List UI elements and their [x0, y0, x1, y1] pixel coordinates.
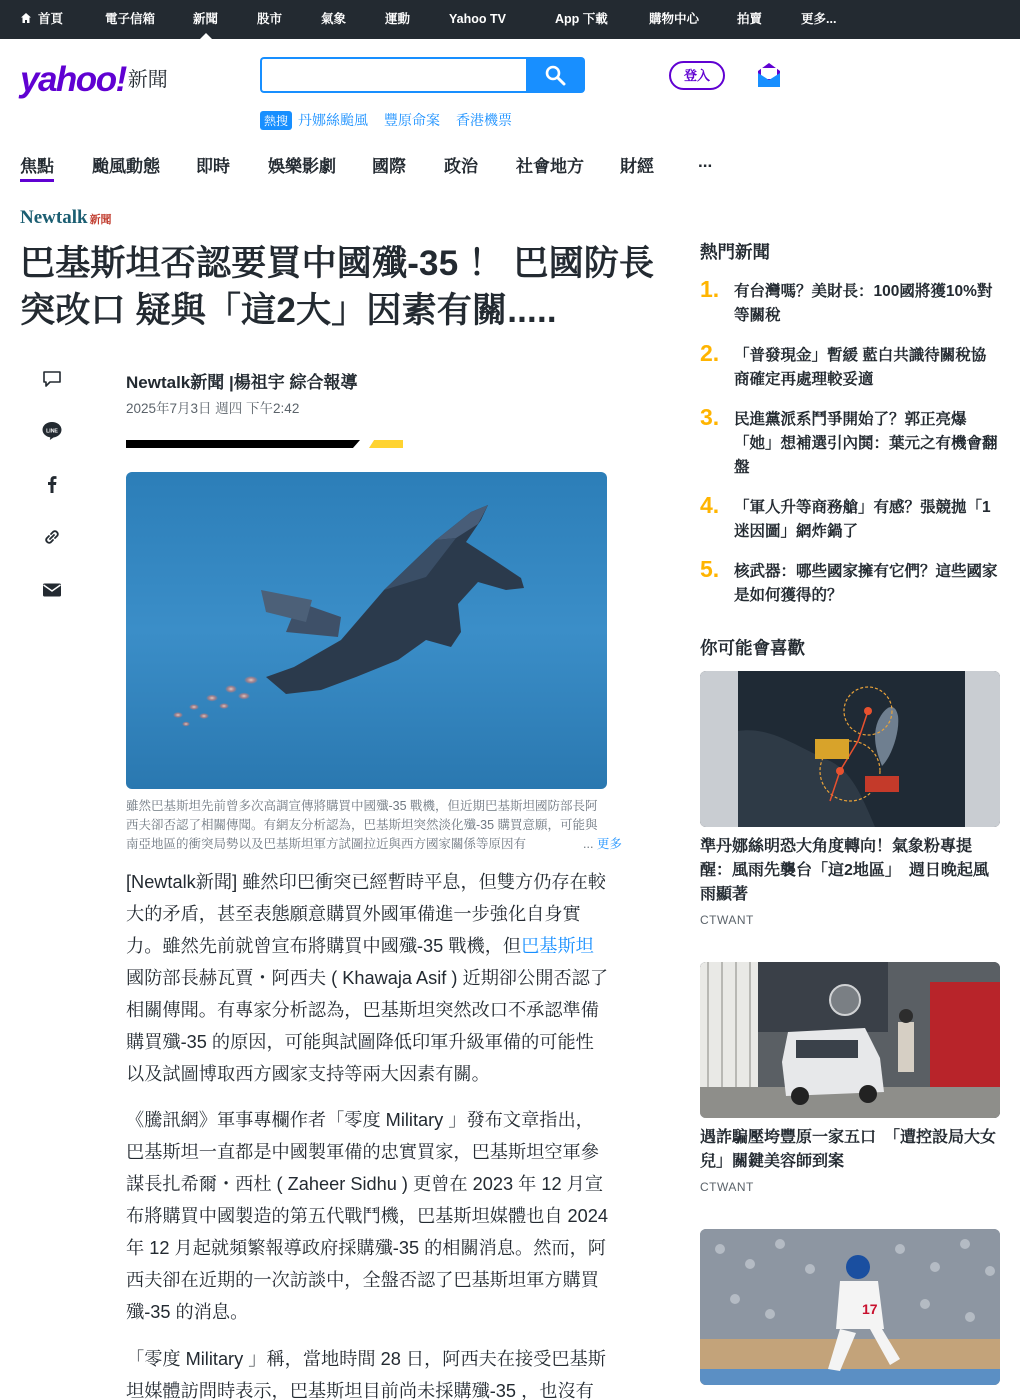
topnav-auction[interactable]: 拍賣: [737, 12, 763, 26]
topnav-sports[interactable]: 運動: [385, 12, 411, 26]
article-paragraph: 「零度 Military 」稱，當地時間 28 日，阿西夫在接受巴基斯坦媒體訪問時表示，巴基斯坦目前尚未採購殲-35 ，也沒有: [126, 1349, 606, 1400]
recommended-image[interactable]: [700, 962, 1000, 1118]
recommended-heading: 你可能會喜歡: [700, 638, 805, 658]
tag-link-pakistan[interactable]: 巴基斯坦: [521, 936, 594, 956]
topnav-app-download[interactable]: App 下載: [555, 12, 608, 26]
email-share-icon[interactable]: [40, 578, 64, 602]
article-paragraph: [Newtalk新聞] 雖然印巴衝突已經暫時平息，但雙方仍存在較大的矛盾，甚至表態願意購買外國軍備進一步強化自身實力。雖然先前就曾宣布將購買中國殲-35 戰機，但巴基斯坦國防部長赫瓦賈・阿西夫 ( Khawaja Asif ) 近期卻公開否認了相關傳聞。有專家分析認為，巴基斯坦突然改口不承認準備購買殲-35 的原因，可能與試圖降低印軍升級軍備的可能性以及試圖博取西方國家支持等兩大因素有關。: [126, 872, 609, 1084]
category-more[interactable]: ...: [698, 152, 713, 171]
trending-link[interactable]: 豐原命案: [384, 112, 441, 128]
hot-news-link[interactable]: 民進黨派系鬥爭開始了？郭正亮爆「她」想補選引內鬨：葉元之有機會翻盤: [734, 411, 998, 476]
category-tab[interactable]: 國際: [372, 157, 406, 176]
hot-news-link[interactable]: 「軍人升等商務艙」有感？張競拋「1迷因圖」網炸鍋了: [734, 499, 991, 540]
article-paragraph: 《騰訊網》軍事專欄作者「零度 Military 」發布文章指出，巴基斯坦一直都是中國製軍備的忠實買家，巴基斯坦空軍參謀長扎希爾・西杜 ( Zaheer Sidhu ) 更曾在 2023 年 12 月宣布將購買中國製造的第五代戰鬥機，巴基斯坦媒體也自 2024 年 12 月起就頻繁報導政府採購殲-35 的相關消息。然而，阿西夫卻在近期的一次訪談中，全盤否認了巴基斯坦軍方購買殲-35 的消息。: [126, 1110, 609, 1322]
recommended-title[interactable]: 準丹娜絲明恐大角度轉向！氣象粉專提醒：風雨先襲台「這2地區」 週日晚起風雨顯著: [700, 838, 989, 903]
line-share-icon[interactable]: [40, 419, 64, 443]
svg-text:17: 17: [862, 1301, 878, 1317]
top-nav-bar: [0, 0, 1020, 39]
trending-link[interactable]: 香港機票: [456, 112, 513, 128]
category-tab[interactable]: 社會地方: [516, 157, 584, 176]
recommended-image[interactable]: [700, 1229, 1000, 1385]
category-tab[interactable]: 政治: [444, 157, 478, 176]
recommended-title[interactable]: 遇詐騙壓垮豐原一家五口 「遭控設局大女兒」關鍵美容師到案: [700, 1129, 997, 1170]
login-button[interactable]: 登入: [669, 61, 725, 90]
topnav-weather[interactable]: 氣象: [321, 12, 347, 26]
article-byline: Newtalk新聞 |楊祖宇 綜合報導: [126, 373, 358, 392]
yahoo-news-logo[interactable]: yahoo! 新聞: [20, 60, 168, 99]
search-button[interactable]: [526, 57, 585, 93]
copy-link-icon[interactable]: [40, 525, 64, 549]
decorative-divider: [126, 440, 360, 448]
article-hero-image[interactable]: [126, 472, 607, 789]
trending-searches: [260, 110, 528, 130]
category-tab[interactable]: 即時: [196, 157, 230, 176]
search-input[interactable]: [260, 57, 526, 93]
topnav-shopping[interactable]: 購物中心: [649, 12, 700, 26]
recommended-image[interactable]: [700, 671, 1000, 827]
topnav-stocks[interactable]: 股市: [257, 12, 283, 26]
category-tab[interactable]: 娛樂影劇: [268, 157, 336, 176]
hot-news-link[interactable]: 「普發現金」暫緩 藍白共識待關稅協商確定再處理較妥適: [734, 347, 987, 388]
image-caption: 雖然巴基斯坦先前曾多次高調宣傳將購買中國殲-35 戰機，但近期巴基斯坦國防部長阿西夫卻否認了相關傳聞。有網友分析認為，巴基斯坦突然淡化殲-35 購買意願，可能與南亞地區的衝突局勢以及巴基斯坦軍方試圖拉近與西方國家關係等原因有: [126, 799, 598, 851]
comment-icon[interactable]: [40, 367, 64, 391]
typhoon-map-image: [700, 671, 1000, 827]
rank-number: 1.: [700, 276, 720, 302]
hot-news-heading: 熱門新聞: [700, 242, 770, 262]
street-scene-image: [700, 962, 1000, 1118]
category-tab[interactable]: 焦點: [20, 152, 54, 182]
mail-icon[interactable]: [757, 62, 781, 93]
trending-link[interactable]: 丹娜絲颱風: [298, 112, 369, 128]
rank-number: 4.: [700, 492, 720, 518]
hot-news-link[interactable]: 有台灣嗎？美財長：100國將獲10%對等關稅: [734, 283, 993, 324]
caption-more-link[interactable]: ... 更多: [581, 834, 622, 852]
hot-news-link[interactable]: 核武器：哪些國家擁有它們？這些國家是如何獲得的？: [734, 563, 998, 604]
facebook-share-icon[interactable]: [40, 472, 64, 496]
baseball-player-image: [700, 1229, 1000, 1385]
trending-tag: 熱搜: [260, 111, 292, 130]
article-date: 2025年7月3日 週四 下午2:42: [126, 401, 300, 416]
decorative-divider-accent: [369, 440, 403, 448]
category-tab[interactable]: 颱風動態: [92, 157, 160, 176]
home-icon: [20, 12, 32, 24]
topnav-news[interactable]: 新聞: [193, 0, 218, 39]
rank-number: 5.: [700, 556, 720, 582]
search-icon: [544, 64, 566, 86]
category-tab[interactable]: 財經: [620, 157, 654, 176]
topnav-home[interactable]: 首頁: [20, 0, 63, 39]
fighter-jet-image: [126, 472, 607, 789]
recommended-source: CTWANT: [700, 913, 754, 927]
topnav-mail[interactable]: 電子信箱: [105, 12, 156, 26]
topnav-yahoo-tv[interactable]: Yahoo TV: [449, 12, 506, 26]
rank-number: 3.: [700, 404, 720, 430]
rank-number: 2.: [700, 340, 720, 366]
newtalk-source-logo[interactable]: Newtalk 新聞: [20, 207, 112, 228]
svg-text:LINE: LINE: [46, 428, 58, 435]
recommended-source: CTWANT: [700, 1180, 754, 1194]
article-title: 巴基斯坦否認要買中國殲-35 ！ 巴國防長突改口 疑與「這2大」因素有關.....: [20, 244, 655, 330]
topnav-more[interactable]: 更多...: [801, 12, 837, 26]
